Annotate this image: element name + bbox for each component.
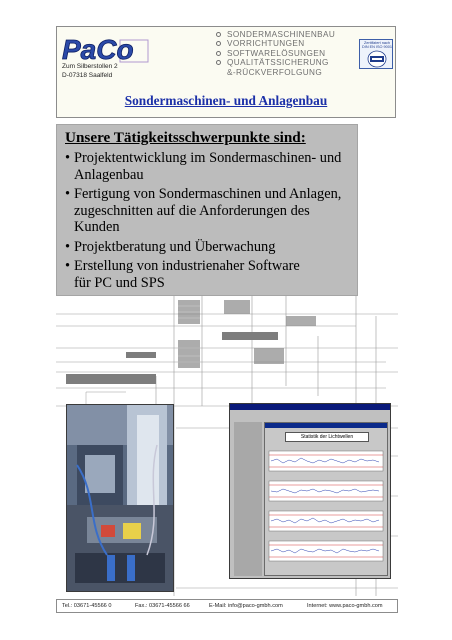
statistics-plots xyxy=(267,445,385,573)
bullet-icon: • xyxy=(65,186,71,202)
footer-fax: Fax.: 03671-45566 66 xyxy=(135,603,190,609)
service-item: QUALITÄTSSICHERUNG xyxy=(215,58,365,67)
software-screenshot xyxy=(229,403,391,579)
service-item: VORRICHTUNGEN xyxy=(215,39,365,48)
paco-logo-icon xyxy=(60,30,150,66)
footer-email[interactable]: E-Mail: info@paco-gmbh.com xyxy=(209,603,283,609)
footer-phone: Tel.: 03671-45566 0 xyxy=(62,603,112,609)
service-item: SOFTWARELÖSUNGEN xyxy=(215,49,365,58)
circle-bullet-icon xyxy=(216,41,221,46)
bullet-icon: • xyxy=(65,150,71,166)
letterhead xyxy=(56,26,396,118)
service-item: &-RÜCKVERFOLGUNG xyxy=(227,67,323,77)
focus-heading: Unsere Tätigkeitsschwerpunkte sind: xyxy=(65,129,306,146)
company-logo xyxy=(57,27,163,79)
contact-footer xyxy=(56,599,398,613)
focus-item: • Projektentwicklung im Sondermaschinen- und Anlagenbau xyxy=(65,150,342,183)
cert-text: Zertifiziert nach DIN EN ISO 9001 xyxy=(362,41,392,50)
services-list xyxy=(215,30,365,77)
window-menu-bar xyxy=(230,411,390,417)
certification-seal-icon xyxy=(367,50,387,68)
focus-areas-box xyxy=(56,124,358,296)
logo-text: PaCo xyxy=(62,34,134,65)
statistics-window-title-bar xyxy=(265,423,387,428)
focus-item: • Projektberatung und Überwachung xyxy=(65,238,276,255)
machine-photo xyxy=(66,404,174,592)
focus-list xyxy=(65,150,357,291)
focus-item: • Fertigung von Sondermaschinen und Anlagen, zugeschnitten auf die Anforderungen des Kunden xyxy=(65,186,342,235)
statistics-label: Statistik der Lichtwellen xyxy=(285,432,369,442)
service-item: SONDERMASCHINENBAU xyxy=(215,30,365,39)
company-address xyxy=(62,63,166,80)
iso-certification-badge xyxy=(359,39,393,69)
circle-bullet-icon xyxy=(216,32,221,37)
focus-item: • Erstellung von industrienaher Software für PC und SPS xyxy=(65,258,300,291)
circle-bullet-icon xyxy=(216,60,221,65)
window-title-bar xyxy=(230,404,390,410)
statistics-window xyxy=(264,422,388,576)
circle-bullet-icon xyxy=(216,51,221,56)
address-city: D-07318 Saalfeld xyxy=(62,71,113,79)
address-street: Zum Silberstollen 2 xyxy=(62,63,118,70)
page-subtitle: Sondermaschinen- und Anlagenbau xyxy=(124,93,328,108)
window-side-pane xyxy=(234,422,262,576)
bullet-icon: • xyxy=(65,258,71,274)
production-machine-image xyxy=(67,405,174,592)
footer-website[interactable]: Internet: www.paco-gmbh.com xyxy=(307,603,383,609)
bullet-icon: • xyxy=(65,238,71,255)
